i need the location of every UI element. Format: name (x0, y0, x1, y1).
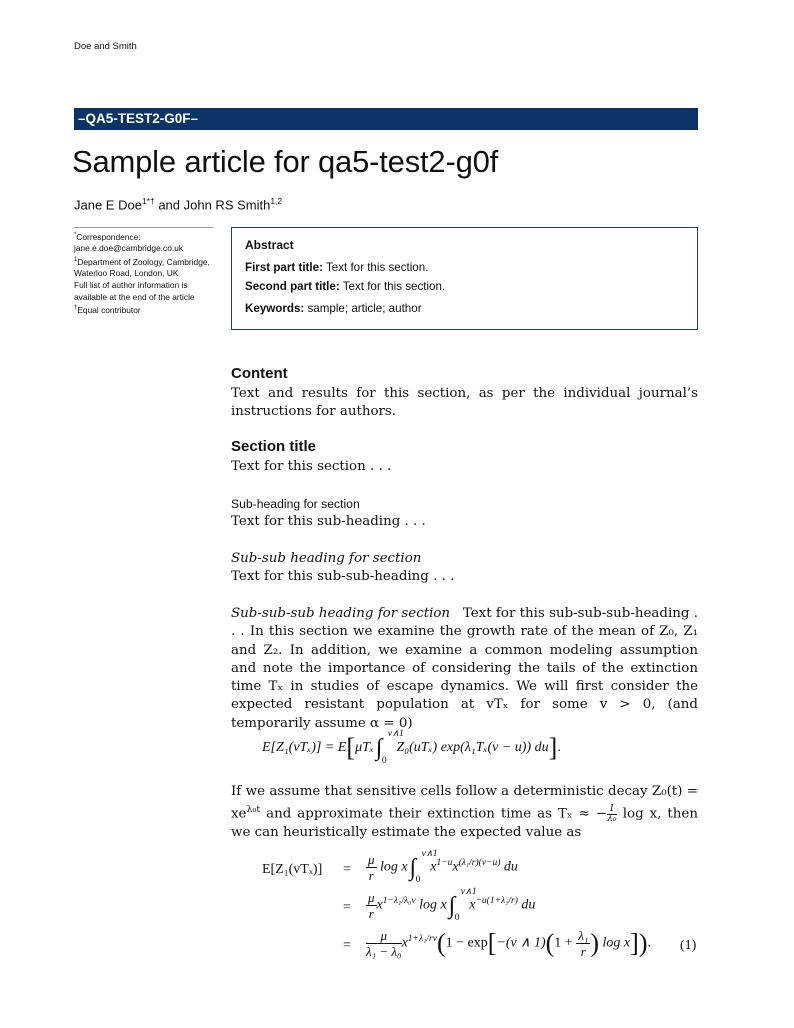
fraction-denominator: λ₀ (607, 813, 617, 824)
exponent: (λ₁/r)(v−u) (458, 858, 501, 869)
equals-sign: = (343, 938, 351, 953)
author-marks: 1,2 (270, 196, 283, 206)
equation-term: −(v ∧ 1) (496, 935, 546, 951)
equation-row-2 (366, 886, 536, 923)
correspondence-label: Correspondence: (76, 231, 141, 242)
fraction-numerator: μ (368, 852, 375, 867)
author-conjunction: and (154, 197, 184, 213)
integral-sign: ∫ v∧1 0 (375, 729, 404, 766)
equation-row-3: $\frac{\mu}{\text{λ₁ − λ₀}}$ $x^{1+\lambda_1/rv}(1 - \exp[-(v$ ∧ 1)(1 + $\frac{\text{λ₁}}{r}$ ) log x]). (366, 928, 651, 959)
integral-sign: ∫ v∧1 0 (409, 848, 438, 885)
equals-sign: = (343, 862, 351, 877)
exponent: 1−λ₁/λ₀v (382, 896, 416, 907)
subsubsub-paragraph (231, 605, 698, 733)
content-heading: Content (231, 365, 288, 382)
equation-term: x (401, 935, 408, 951)
paragraph-text: and approximate their extinction time as Tₓ ≈ − (260, 806, 608, 822)
section-text: Text for this section . . . (231, 459, 392, 474)
author-marks: 1*† (141, 196, 155, 206)
keywords: sample; article; author (304, 302, 422, 315)
heuristic-paragraph (231, 783, 698, 842)
fraction-denominator: r (368, 868, 374, 883)
equation-term: log x (380, 859, 408, 875)
fraction-numerator: λ₁ (578, 928, 589, 943)
abstract-box (231, 227, 698, 330)
integral-upper: v∧1 (421, 848, 438, 859)
paragraph-text: log x, then we can heuristically estimate the expected value as (231, 806, 698, 841)
integral-sign: ∫ v∧1 0 (448, 886, 477, 923)
subsubheading-text: Text for this sub-sub-heading . . . (231, 569, 455, 584)
abstract-heading: Abstract (245, 238, 294, 252)
exponent: −u(1+λ₁/r) (475, 896, 518, 907)
affiliation: Department of Zoology, Cambridge, Waterloo Road, London, UK (74, 256, 210, 279)
author-name: John RS Smith (183, 197, 271, 213)
equation-lhs: E[Z₁(vTₓ)] (262, 862, 323, 877)
running-head: Doe and Smith (74, 41, 137, 52)
part1-title: First part title: (245, 261, 323, 274)
equation-punct: . (557, 740, 561, 756)
fraction-denominator: r (368, 906, 374, 921)
equation-term: 1 − exp (445, 935, 488, 951)
equation-term: du (500, 859, 518, 875)
exponent: 1−u (436, 858, 453, 869)
content-text: Text and results for this section, as per the individual journal’s instructions for authors. (231, 386, 698, 420)
equation-lhs: E[Z₁(vTₓ)] = E (262, 740, 347, 756)
fraction-numerator: 1 (609, 803, 615, 814)
full-list-note: Full list of author information is available at the end of the article (74, 279, 195, 302)
equation-row-1 (366, 848, 518, 885)
part1-text: Text for this section. (322, 261, 429, 274)
part2-text: Text for this section. (339, 280, 446, 293)
exponent: 1+λ₁/rv (407, 934, 437, 945)
subheading-text: Text for this sub-heading . . . (231, 514, 426, 529)
sidebar-divider (74, 227, 213, 228)
keywords-label: Keywords: (245, 302, 305, 315)
author-list (74, 196, 282, 212)
equation-term: μTₓ (355, 740, 374, 756)
integral-upper: v∧1 (387, 729, 404, 739)
fraction-denominator: r (580, 944, 586, 959)
equation-term: 1 + (554, 935, 573, 951)
footnote-mark: * (74, 232, 77, 238)
footnote-mark: † (74, 305, 78, 312)
equation-term: x (430, 859, 437, 875)
exponent: λ₀t (246, 804, 261, 816)
equation-number: (1) (680, 938, 697, 953)
equation-term: x (452, 859, 459, 875)
paragraph-text: If we assume that sensitive cells follow a deterministic decay Z₀(t) = xe (231, 784, 698, 822)
equals-sign: = (343, 900, 351, 915)
paragraph-text: Text for this sub-sub-sub-heading . . . In this section we examine the growth rate of the mean of Z₀, Z₁ and Z₂. In addition, we examine a common modeling assumption and note the importance of considering the tails of the extinction time Tₓ in studies of escape dynamics. We will first consider the expected resistant population at vTₓ for some v > 0, (and temporarily assume α = 0) (231, 606, 698, 731)
author-info-sidebar (74, 230, 219, 317)
fraction-denominator: λ₁ − λ₀ (366, 944, 402, 959)
subsubsubheading: Sub-sub-sub heading for section (231, 606, 451, 621)
equation-term: log x (602, 935, 631, 951)
subheading: Sub-heading for section (231, 497, 360, 511)
equation-term: x (469, 897, 476, 913)
equation-term: log x (415, 897, 447, 913)
email-link[interactable]: jane.e.doe@cambridge.co.uk (74, 243, 184, 254)
article-title: Sample article for qa5-test2-g0f (72, 144, 499, 179)
author-name: Jane E Doe (74, 197, 142, 213)
equation-integrand: Z₀(uTₓ) exp(λ₁Tₓ(v − u)) du (396, 740, 549, 756)
integral-lower: 0 (415, 875, 421, 885)
equation-punct: . (647, 935, 651, 951)
integral-upper: v∧1 (460, 886, 477, 897)
equation-term: du (517, 897, 536, 913)
equation-expected-value: E[Z₁(vTₓ)] = E[μTₓ∫ v∧1 0 Z₀(uTₓ) exp(λ₁Tₓ(v − u)) du]. (262, 729, 561, 766)
part2-title: Second part title: (245, 280, 340, 293)
equation-term: x (376, 897, 383, 913)
section-heading: Section title (231, 438, 317, 455)
integral-lower: 0 (454, 913, 460, 923)
fraction-numerator: μ (366, 928, 402, 944)
integral-lower: 0 (381, 755, 387, 766)
subsubheading: Sub-sub heading for section (231, 551, 422, 566)
journal-banner: –QA5-TEST2-G0F– (74, 108, 698, 130)
fraction-numerator: μ (368, 890, 375, 905)
equal-contributor-note: Equal contributor (77, 304, 141, 315)
footnote-mark: 1 (74, 256, 78, 263)
